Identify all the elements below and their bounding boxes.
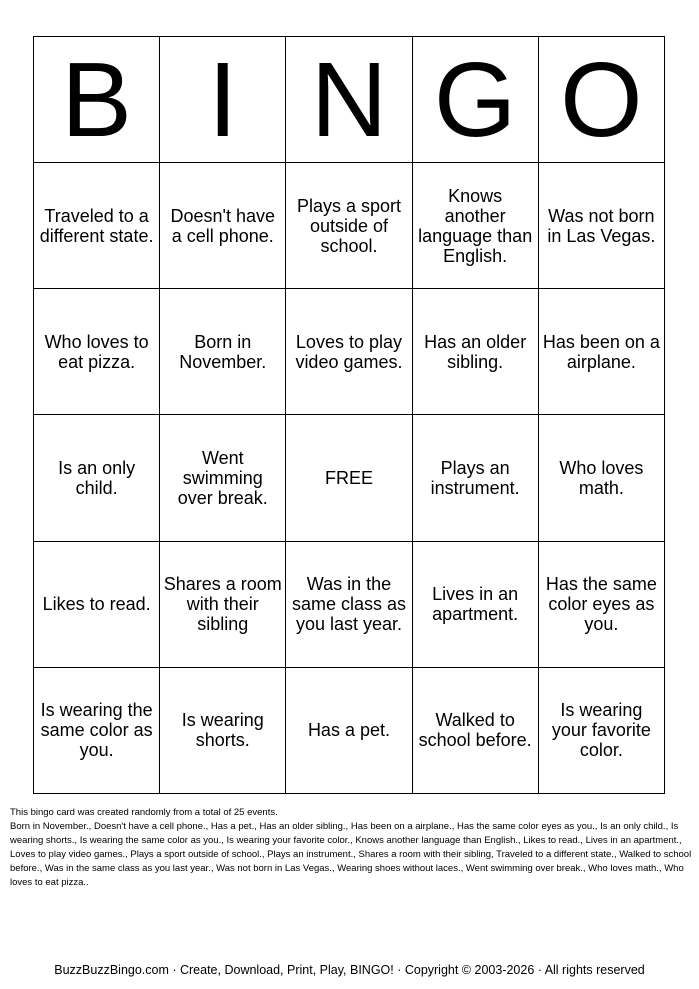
footer: BuzzBuzzBingo.com · Create, Download, Print, Play, BINGO! · Copyright © 2003-2026 · All rights reserved [54,963,645,977]
header-letter-n: N [286,37,412,163]
bingo-cell: Born in November. [160,289,286,415]
bingo-cell: Lives in an apartment. [412,541,538,667]
info-event-list: Born in November., Doesn't have a cell phone., Has a pet., Has an older sibling., Has been on a airplane., Has the same color eyes as you., Is an only child., Is wearing shorts., Is wearing the same color as you., Is wearing your favorite color., Knows another language than English., Likes to read., Lives in an apartment., Loves to play video games., Plays a sport outside of school., Plays an instrument., Shares a room with their sibling, Traveled to a different state., Walked to school before., Was in the same class as you last year., Was not born in Las Vegas., Wearing shoes without laces., Went swimming over break., Who loves math., Who loves to eat pizza.. [10,821,692,888]
bingo-cell: Was not born in Las Vegas. [538,163,664,289]
info-intro: This bingo card was created randomly from a total of 25 events. [10,807,278,818]
header-letter-o: O [538,37,664,163]
card-row-1 [34,163,665,289]
bingo-cell: Is wearing your favorite color. [538,667,664,793]
bingo-card [33,36,665,794]
bingo-cell: Doesn't have a cell phone. [160,163,286,289]
bingo-cell: Was in the same class as you last year. [286,541,412,667]
bingo-cell: Went swimming over break. [160,415,286,541]
bingo-cell: Likes to read. [34,541,160,667]
free-space: FREE [286,415,412,541]
bingo-cell: Has been on a airplane. [538,289,664,415]
card-row-3 [34,415,665,541]
header-letter-b: B [34,37,160,163]
card-info [10,806,692,890]
header-letter-g: G [412,37,538,163]
bingo-cell: Is wearing shorts. [160,667,286,793]
bingo-cell: Is wearing the same color as you. [34,667,160,793]
bingo-cell: Who loves to eat pizza. [34,289,160,415]
card-row-2 [34,289,665,415]
bingo-cell: Has a pet. [286,667,412,793]
bingo-cell: Knows another language than English. [412,163,538,289]
header-letter-i: I [160,37,286,163]
bingo-cell: Plays a sport outside of school. [286,163,412,289]
bingo-cell: Traveled to a different state. [34,163,160,289]
card-row-5 [34,667,665,793]
bingo-cell: Shares a room with their sibling [160,541,286,667]
bingo-cell: Is an only child. [34,415,160,541]
bingo-cell: Walked to school before. [412,667,538,793]
header-row [34,37,665,163]
bingo-cell: Who loves math. [538,415,664,541]
card-row-4 [34,541,665,667]
bingo-cell: Plays an instrument. [412,415,538,541]
bingo-cell: Loves to play video games. [286,289,412,415]
bingo-cell: Has an older sibling. [412,289,538,415]
bingo-cell: Has the same color eyes as you. [538,541,664,667]
